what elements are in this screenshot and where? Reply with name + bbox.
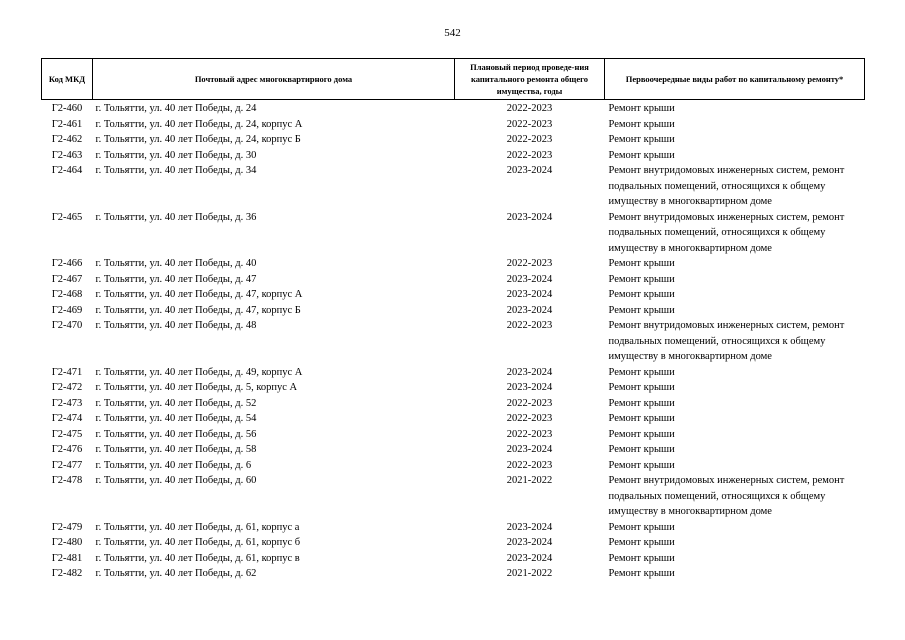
- cell-address: г. Тольятти, ул. 40 лет Победы, д. 40: [95, 258, 257, 269]
- table-row: [42, 473, 865, 520]
- cell-code: Г2-480: [51, 537, 83, 548]
- cell-code: Г2-475: [51, 428, 83, 440]
- cell-address: г. Тольятти, ул. 40 лет Победы, д. 47: [95, 273, 257, 285]
- cell-period: 2022-2023: [506, 320, 553, 331]
- header-period: Плановый период проведе-ния капитального ремонта общего имущества, годы: [455, 59, 605, 100]
- cell-address: г. Тольятти, ул. 40 лет Победы, д. 30: [95, 149, 257, 161]
- cell-works: Ремонт крыши: [608, 382, 675, 393]
- table-row: [42, 210, 865, 257]
- cell-code: Г2-478: [51, 475, 83, 486]
- cell-code: Г2-460: [51, 103, 83, 114]
- cell-period: 2022-2023: [506, 428, 553, 440]
- cell-code: Г2-462: [51, 134, 83, 145]
- cell-address: г. Тольятти, ул. 40 лет Победы, д. 34: [95, 165, 257, 176]
- table-row: [42, 380, 865, 396]
- cell-code: Г2-465: [51, 211, 83, 223]
- cell-code: Г2-470: [51, 320, 83, 331]
- cell-works: Ремонт крыши: [608, 568, 675, 579]
- header-address: Почтовый адрес многоквартирного дома: [93, 59, 455, 100]
- cell-code: Г2-471: [51, 366, 83, 378]
- cell-code: Г2-468: [51, 289, 83, 300]
- cell-works: Ремонт крыши: [608, 413, 675, 424]
- cell-works: Ремонт крыши: [608, 444, 675, 455]
- cell-period: 2022-2023: [506, 149, 553, 161]
- cell-code: Г2-469: [51, 304, 83, 316]
- table-row: [42, 132, 865, 148]
- table-row: [42, 303, 865, 319]
- table-row: [42, 442, 865, 458]
- cell-works: Ремонт крыши: [608, 289, 675, 300]
- cell-period: 2022-2023: [506, 134, 553, 145]
- cell-address: г. Тольятти, ул. 40 лет Победы, д. 62: [95, 568, 257, 579]
- cell-period: 2023-2024: [506, 552, 553, 564]
- cell-code: Г2-477: [51, 459, 83, 471]
- header-works: Первоочередные виды работ по капитальному ремонту*: [605, 59, 865, 100]
- cell-works: Ремонт крыши: [608, 537, 675, 548]
- cell-period: 2021-2022: [506, 568, 553, 579]
- cell-code: Г2-461: [51, 118, 83, 130]
- cell-address: г. Тольятти, ул. 40 лет Победы, д. 5, корпус А: [95, 382, 298, 393]
- table-row: [42, 551, 865, 567]
- cell-period: 2023-2024: [506, 165, 553, 176]
- cell-period: 2023-2024: [506, 273, 553, 285]
- table-row: [42, 318, 865, 365]
- cell-works: Ремонт крыши: [608, 366, 675, 378]
- cell-works: Ремонт внутридомовых инженерных систем, ремонт подвальных помещений, относящихся к общему имуществу в многоквартирном доме: [608, 475, 845, 517]
- cell-address: г. Тольятти, ул. 40 лет Победы, д. 49, корпус А: [95, 366, 303, 378]
- cell-works: Ремонт крыши: [608, 521, 675, 533]
- cell-address: г. Тольятти, ул. 40 лет Победы, д. 24: [95, 103, 257, 114]
- cell-works: Ремонт крыши: [608, 134, 675, 145]
- table-row: [42, 117, 865, 133]
- table-row: [42, 535, 865, 551]
- cell-address: г. Тольятти, ул. 40 лет Победы, д. 61, корпус в: [95, 552, 300, 564]
- table-header: [42, 59, 865, 100]
- cell-code: Г2-479: [51, 521, 83, 533]
- table-row: [42, 100, 865, 117]
- cell-period: 2022-2023: [506, 118, 553, 130]
- cell-works: Ремонт крыши: [608, 397, 675, 409]
- cell-address: г. Тольятти, ул. 40 лет Победы, д. 48: [95, 320, 257, 331]
- table-row: [42, 520, 865, 536]
- cell-period: 2023-2024: [506, 211, 553, 223]
- cell-works: Ремонт крыши: [608, 304, 675, 316]
- table-row: [42, 365, 865, 381]
- cell-works: Ремонт крыши: [608, 118, 675, 130]
- cell-works: Ремонт крыши: [608, 103, 675, 114]
- table-row: [42, 566, 865, 582]
- cell-code: Г2-463: [51, 149, 83, 161]
- cell-code: Г2-482: [51, 568, 83, 579]
- cell-address: г. Тольятти, ул. 40 лет Победы, д. 52: [95, 397, 257, 409]
- cell-period: 2023-2024: [506, 304, 553, 316]
- table-row: [42, 256, 865, 272]
- cell-code: Г2-474: [51, 413, 83, 424]
- cell-works: Ремонт крыши: [608, 552, 675, 564]
- cell-works: Ремонт крыши: [608, 273, 675, 285]
- cell-address: г. Тольятти, ул. 40 лет Победы, д. 58: [95, 444, 257, 455]
- table-row: [42, 272, 865, 288]
- cell-address: г. Тольятти, ул. 40 лет Победы, д. 61, корпус б: [95, 537, 301, 548]
- cell-works: Ремонт крыши: [608, 459, 675, 471]
- cell-works: Ремонт крыши: [608, 428, 675, 440]
- cell-address: г. Тольятти, ул. 40 лет Победы, д. 47, корпус А: [95, 289, 303, 300]
- cell-code: Г2-476: [51, 444, 83, 455]
- cell-address: г. Тольятти, ул. 40 лет Победы, д. 24, корпус А: [95, 118, 303, 130]
- table-row: [42, 411, 865, 427]
- cell-address: г. Тольятти, ул. 40 лет Победы, д. 60: [95, 475, 257, 486]
- cell-code: Г2-473: [51, 397, 83, 409]
- cell-period: 2022-2023: [506, 258, 553, 269]
- cell-period: 2022-2023: [506, 397, 553, 409]
- cell-address: г. Тольятти, ул. 40 лет Победы, д. 36: [95, 211, 257, 223]
- cell-works: Ремонт крыши: [608, 149, 675, 161]
- capital-repair-table: [41, 58, 865, 582]
- header-row: [42, 59, 865, 100]
- cell-period: 2023-2024: [506, 289, 553, 300]
- cell-address: г. Тольятти, ул. 40 лет Победы, д. 61, корпус а: [95, 521, 300, 533]
- table-row: [42, 163, 865, 210]
- cell-code: Г2-466: [51, 258, 83, 269]
- table-row: [42, 427, 865, 443]
- cell-period: 2023-2024: [506, 366, 553, 378]
- cell-address: г. Тольятти, ул. 40 лет Победы, д. 24, корпус Б: [95, 134, 301, 145]
- cell-period: 2023-2024: [506, 521, 553, 533]
- cell-period: 2022-2023: [506, 103, 553, 114]
- table-row: [42, 148, 865, 164]
- cell-period: 2022-2023: [506, 413, 553, 424]
- cell-code: Г2-481: [51, 552, 83, 564]
- cell-address: г. Тольятти, ул. 40 лет Победы, д. 56: [95, 428, 257, 440]
- cell-period: 2023-2024: [506, 537, 553, 548]
- table-row: [42, 458, 865, 474]
- table-row: [42, 396, 865, 412]
- page-number: 542: [444, 27, 461, 39]
- cell-period: 2023-2024: [506, 444, 553, 455]
- cell-works: Ремонт внутридомовых инженерных систем, ремонт подвальных помещений, относящихся к общему имуществу в многоквартирном доме: [608, 320, 845, 362]
- table-body: [42, 100, 865, 582]
- cell-address: г. Тольятти, ул. 40 лет Победы, д. 47, корпус Б: [95, 304, 301, 316]
- cell-works: Ремонт внутридомовых инженерных систем, ремонт подвальных помещений, относящихся к общему имуществу в многоквартирном доме: [608, 211, 845, 254]
- cell-period: 2021-2022: [506, 475, 553, 486]
- cell-code: Г2-464: [51, 165, 83, 176]
- cell-address: г. Тольятти, ул. 40 лет Победы, д. 54: [95, 413, 257, 424]
- cell-address: г. Тольятти, ул. 40 лет Победы, д. 6: [95, 459, 252, 471]
- cell-works: Ремонт крыши: [608, 258, 675, 269]
- header-code: Код МКД: [42, 59, 93, 100]
- cell-period: 2023-2024: [506, 382, 553, 393]
- cell-code: Г2-472: [51, 382, 83, 393]
- cell-works: Ремонт внутридомовых инженерных систем, ремонт подвальных помещений, относящихся к общему имуществу в многоквартирном доме: [608, 165, 845, 207]
- cell-period: 2022-2023: [506, 459, 553, 471]
- cell-code: Г2-467: [51, 273, 83, 285]
- table-row: [42, 287, 865, 303]
